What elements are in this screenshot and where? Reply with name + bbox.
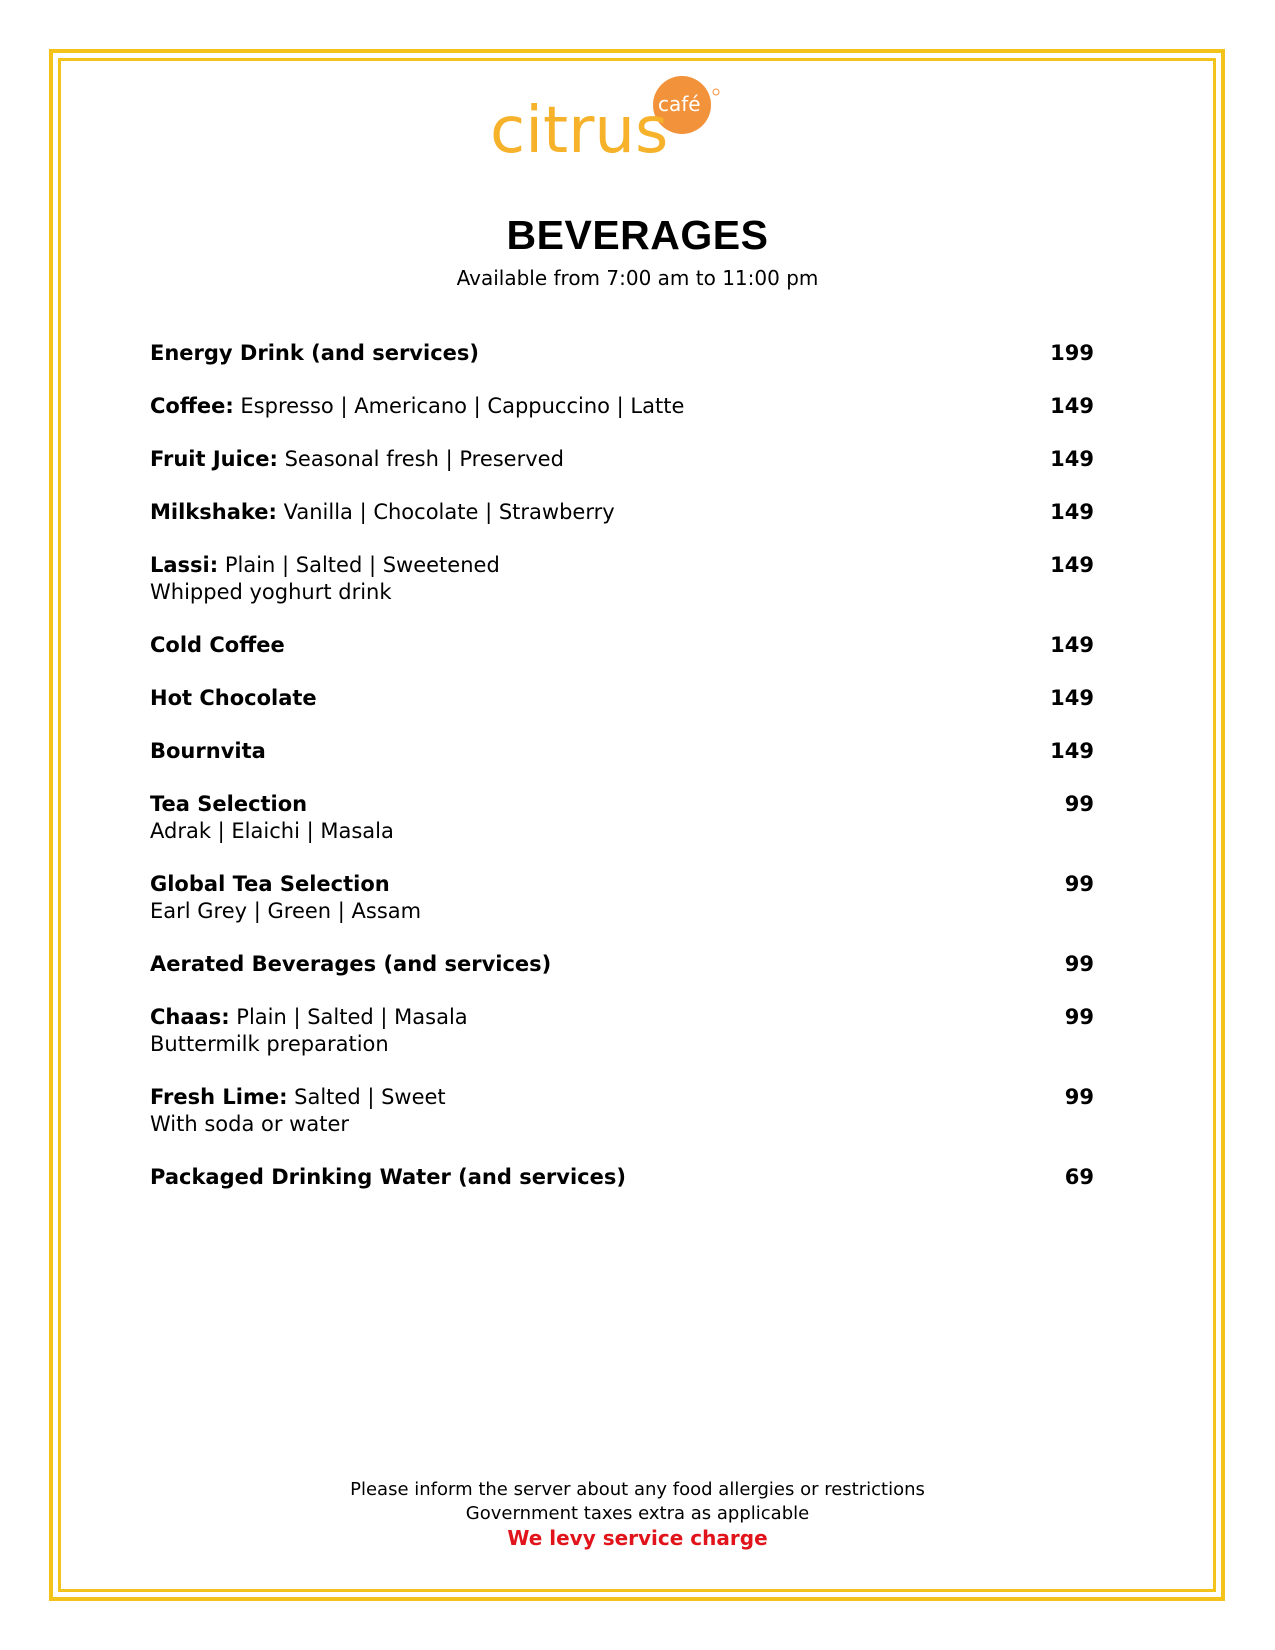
menu-item xyxy=(150,738,1094,765)
menu-item xyxy=(150,393,1094,420)
footer-notes xyxy=(0,1478,1275,1551)
menu-item xyxy=(150,499,1094,526)
menu-item-line xyxy=(150,1164,1014,1191)
menu-item-price: 149 xyxy=(1050,553,1094,577)
menu-item-description: Whipped yoghurt drink xyxy=(150,580,392,604)
menu-item-line xyxy=(150,791,1014,818)
logo-wordmark: citrus xyxy=(490,94,669,168)
menu-item-name: Milkshake: xyxy=(150,500,277,524)
menu-item xyxy=(150,1084,1094,1138)
tax-note: Government taxes extra as applicable xyxy=(465,1503,810,1524)
menu-item-name: Packaged Drinking Water (and services) xyxy=(150,1165,626,1189)
menu-item-price: 149 xyxy=(1050,739,1094,763)
menu-item-name: Tea Selection xyxy=(150,792,308,816)
menu-item-line xyxy=(150,393,1014,420)
menu-item-name: Chaas: xyxy=(150,1005,230,1029)
beverage-menu-list xyxy=(150,340,1094,1217)
page-title: BEVERAGES xyxy=(506,212,769,258)
menu-item xyxy=(150,632,1094,659)
menu-item-price: 149 xyxy=(1050,447,1094,471)
service-hours: Available from 7:00 am to 11:00 pm xyxy=(456,266,819,290)
menu-item-name: Hot Chocolate xyxy=(150,686,317,710)
menu-item-name: Fruit Juice: xyxy=(150,447,278,471)
menu-item-line xyxy=(150,685,1014,712)
menu-item-options: Salted | Sweet xyxy=(287,1085,446,1109)
menu-item-options: Seasonal fresh | Preserved xyxy=(277,447,564,471)
menu-item xyxy=(150,791,1094,845)
logo-trademark-mark xyxy=(713,89,719,95)
menu-item-name: Cold Coffee xyxy=(150,633,285,657)
menu-item xyxy=(150,871,1094,925)
menu-item xyxy=(150,951,1094,978)
menu-item xyxy=(150,1004,1094,1058)
menu-item-price: 99 xyxy=(1064,1005,1094,1029)
menu-item-description: Buttermilk preparation xyxy=(150,1032,389,1056)
menu-item-price: 149 xyxy=(1050,394,1094,418)
menu-item-options: Vanilla | Chocolate | Strawberry xyxy=(276,500,615,524)
menu-item-description: Earl Grey | Green | Assam xyxy=(150,899,422,923)
service-charge-note: We levy service charge xyxy=(507,1526,768,1550)
citrus-cafe-logo xyxy=(490,70,780,170)
menu-item xyxy=(150,340,1094,367)
menu-item-line xyxy=(150,446,1014,473)
menu-item-name: Global Tea Selection xyxy=(150,872,390,896)
menu-item-price: 199 xyxy=(1050,341,1094,365)
menu-item-price: 149 xyxy=(1050,633,1094,657)
menu-item-price: 99 xyxy=(1064,1085,1094,1109)
menu-item xyxy=(150,1164,1094,1191)
menu-item-price: 149 xyxy=(1050,686,1094,710)
menu-item-price: 99 xyxy=(1064,792,1094,816)
menu-item-name: Energy Drink (and services) xyxy=(150,341,479,365)
menu-item-price: 69 xyxy=(1064,1165,1094,1189)
menu-item-line xyxy=(150,1004,1014,1031)
menu-item-options: Espresso | Americano | Cappuccino | Latte xyxy=(233,394,685,418)
menu-item-line xyxy=(150,632,1014,659)
menu-item-options: Plain | Salted | Masala xyxy=(229,1005,468,1029)
menu-item-name: Fresh Lime: xyxy=(150,1085,288,1109)
menu-item xyxy=(150,446,1094,473)
menu-item-line xyxy=(150,340,1014,367)
allergy-note: Please inform the server about any food allergies or restrictions xyxy=(350,1479,925,1500)
menu-item-price: 99 xyxy=(1064,952,1094,976)
menu-item-options: Plain | Salted | Sweetened xyxy=(218,553,500,577)
menu-item-name: Coffee: xyxy=(150,394,234,418)
menu-item-name: Lassi: xyxy=(150,553,219,577)
menu-item-description: With soda or water xyxy=(150,1112,350,1136)
menu-item xyxy=(150,685,1094,712)
menu-item-name: Aerated Beverages (and services) xyxy=(150,952,552,976)
menu-item-line xyxy=(150,1084,1014,1111)
menu-item-line xyxy=(150,499,1014,526)
menu-item-line xyxy=(150,871,1014,898)
menu-item-price: 99 xyxy=(1064,872,1094,896)
menu-item-line xyxy=(150,738,1014,765)
menu-item-name: Bournvita xyxy=(150,739,266,763)
menu-item-line xyxy=(150,951,1014,978)
menu-item-description: Adrak | Elaichi | Masala xyxy=(150,819,394,843)
logo-badge-text: café xyxy=(658,92,701,116)
menu-item-price: 149 xyxy=(1050,500,1094,524)
menu-item xyxy=(150,552,1094,606)
menu-item-line xyxy=(150,552,1014,579)
